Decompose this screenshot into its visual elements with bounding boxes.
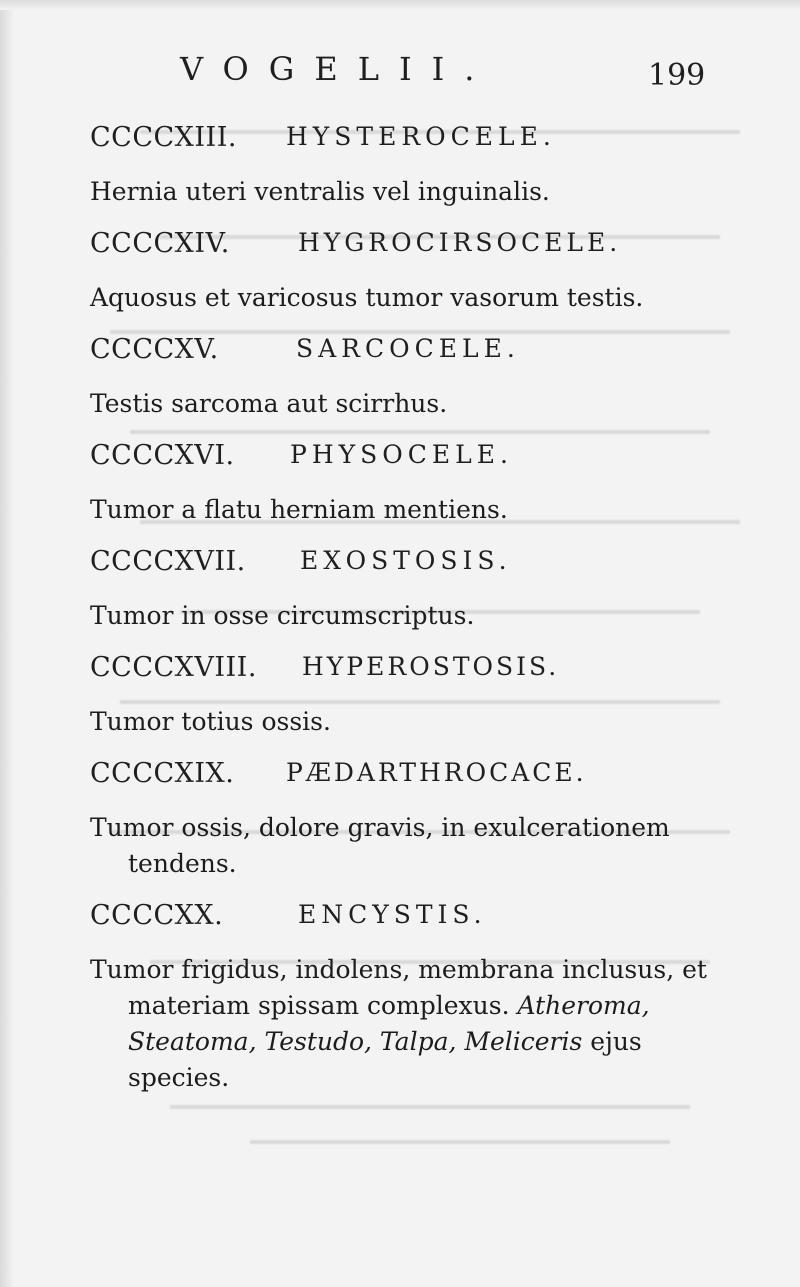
entry-numeral: CCCCXVIII. [90, 652, 257, 683]
entry-heading [90, 652, 730, 692]
running-head: VOGELII. [180, 50, 495, 88]
entry-definition: Tumor totius ossis. [90, 707, 331, 736]
entry-definition: Tumor ossis, dolore gravis, in exulcerationem tendens. [90, 813, 670, 878]
entry-examples-tail: ejus species. [128, 1027, 642, 1092]
entry-418 [90, 652, 730, 740]
page-header [0, 50, 800, 100]
page-number: 199 [648, 58, 706, 93]
entry-definition: Testis sarcoma aut scirrhus. [90, 389, 448, 418]
entry-heading [90, 122, 730, 162]
entry-numeral: CCCCXIX. [90, 758, 235, 789]
entry-heading [90, 334, 730, 374]
entry-term: HYSTEROCELE. [286, 122, 556, 151]
entry-term: PÆDARTHROCACE. [286, 758, 587, 787]
entry-examples: Atheroma, Steatoma, Testudo, Talpa, Meliceris [128, 991, 650, 1056]
entry-definition: Tumor frigidus, indolens, membrana inclusus, et materiam spissam complexus. [90, 955, 707, 1020]
entry-heading [90, 228, 730, 268]
entry-definition-block [90, 952, 730, 1096]
entry-heading [90, 440, 730, 480]
entry-416 [90, 440, 730, 528]
entry-415 [90, 334, 730, 422]
entry-list [90, 122, 730, 1114]
entry-term: HYPEROSTOSIS. [302, 652, 560, 681]
entry-numeral: CCCCXIV. [90, 228, 230, 259]
entry-definition: Tumor in osse circumscriptus. [90, 601, 475, 630]
entry-definition: Tumor a flatu herniam mentiens. [90, 495, 508, 524]
entry-414 [90, 228, 730, 316]
entry-heading [90, 900, 730, 940]
entry-heading [90, 546, 730, 586]
entry-numeral: CCCCXX. [90, 900, 224, 931]
entry-term: ENCYSTIS. [298, 900, 487, 929]
entry-417 [90, 546, 730, 634]
page-edge-shadow [0, 0, 14, 1287]
entry-term: EXOSTOSIS. [300, 546, 512, 575]
entry-term: SARCOCELE. [296, 334, 520, 363]
entry-numeral: CCCCXIII. [90, 122, 237, 153]
entry-term: PHYSOCELE. [290, 440, 513, 469]
entry-numeral: CCCCXVII. [90, 546, 246, 577]
entry-413 [90, 122, 730, 210]
entry-definition: Hernia uteri ventralis vel inguinalis. [90, 177, 550, 206]
entry-definition: Aquosus et varicosus tumor vasorum testis. [90, 283, 644, 312]
entry-420 [90, 900, 730, 1096]
entry-term: HYGROCIRSOCELE. [298, 228, 622, 257]
entry-numeral: CCCCXVI. [90, 440, 235, 471]
entry-419 [90, 758, 730, 882]
entry-numeral: CCCCXV. [90, 334, 219, 365]
entry-heading [90, 758, 730, 798]
page-top-shadow [0, 0, 800, 10]
